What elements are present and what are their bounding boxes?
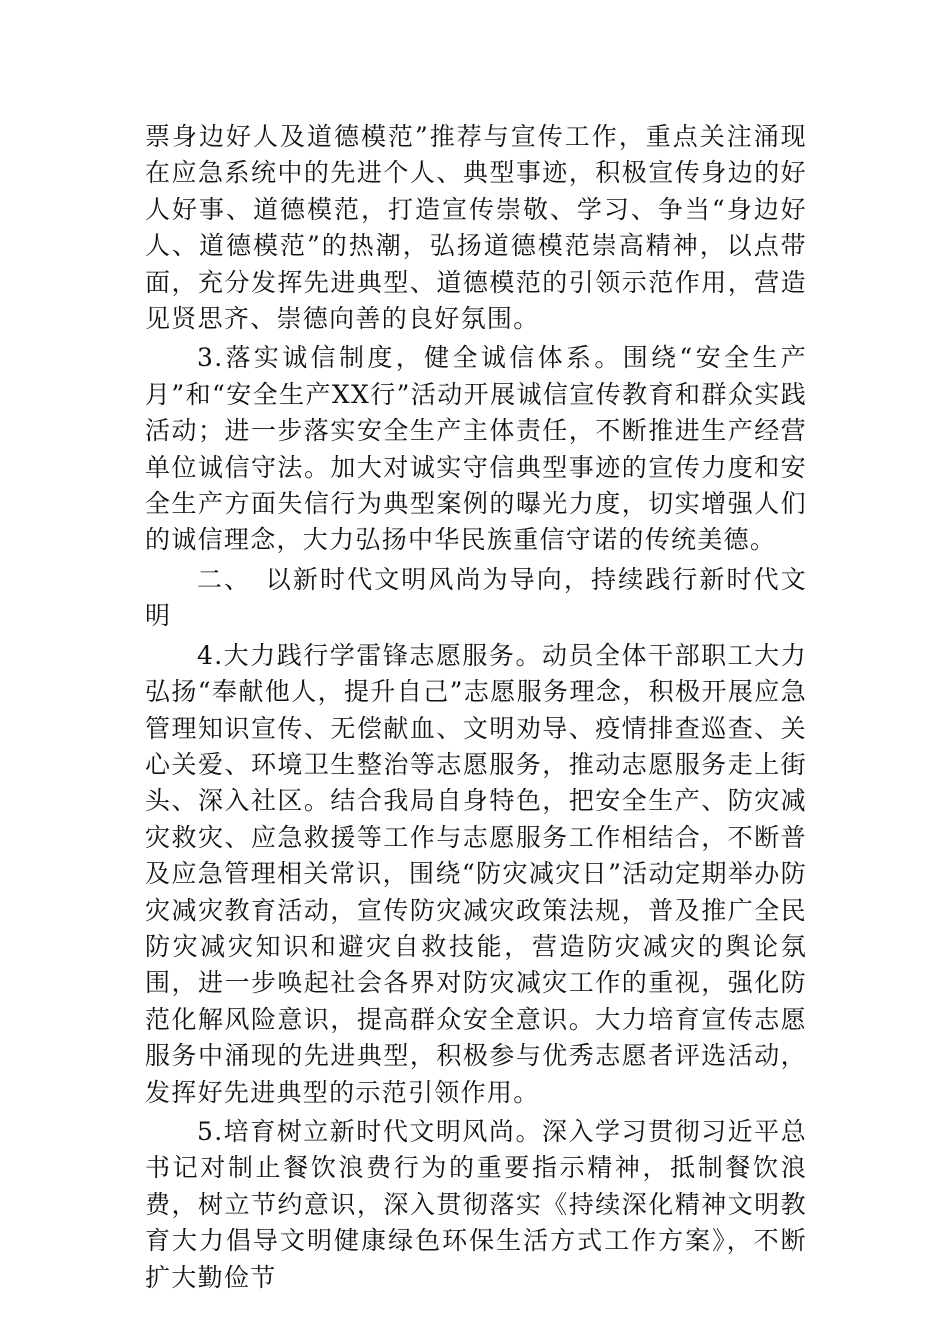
section-heading-2: 二、 以新时代文明风尚为导向，持续践行新时代文明 xyxy=(145,564,807,631)
paragraph-item-3: 3.落实诚信制度，健全诚信体系。围绕“安全生产月”和“安全生产XX行”活动开展诚信宣传教育和群众实践活动；进一步落实安全生产主体责任，不断推进生产经营单位诚信守法。加大对诚实守信典型事迹的宣传力度和安全生产方面失信行为典型案例的曝光力度，切实增强人们的诚信理念，大力弘扬中华民族重信守诺的传统美德。 xyxy=(145,343,807,555)
paragraph-continuation: 票身边好人及道德模范”推荐与宣传工作，重点关注涌现在应急系统中的先进个人、典型事迹，积极宣传身边的好人好事、道德模范，打造宣传崇敬、学习、争当“身边好人、道德模范”的热潮，弘扬道德模范崇高精神，以点带面，充分发挥先进典型、道德模范的引领示范作用，营造见贤思齐、崇德向善的良好氛围。 xyxy=(145,122,807,334)
paragraph-item-4: 4.大力践行学雷锋志愿服务。动员全体干部职工大力弘扬“奉献他人，提升自己”志愿服务理念，积极开展应急管理知识宣传、无偿献血、文明劝导、疫情排查巡查、关心关爱、环境卫生整治等志愿服务，推动志愿服务走上街头、深入社区。结合我局自身特色，把安全生产、防灾减灾救灾、应急救援等工作与志愿服务工作相结合，不断普及应急管理相关常识，围绕“防灾减灾日”活动定期举办防灾减灾教育活动，宣传防灾减灾政策法规，普及推广全民防灾减灾知识和避灾自救技能，营造防灾减灾的舆论氛围，进一步唤起社会各界对防灾减灾工作的重视，强化防范化解风险意识，提高群众安全意识。大力培育宣传志愿服务中涌现的先进典型，积极参与优秀志愿者评选活动，发挥好先进典型的示范引领作用。 xyxy=(145,640,807,1107)
document-body xyxy=(145,119,807,1296)
paragraph-item-5: 5.培育树立新时代文明风尚。深入学习贯彻习近平总书记对制止餐饮浪费行为的重要指示精神，抵制餐饮浪费，树立节约意识，深入贯彻落实《持续深化精神文明教育大力倡导文明健康绿色环保生活方式工作方案》，不断扩大勤俭节 xyxy=(145,1116,807,1292)
